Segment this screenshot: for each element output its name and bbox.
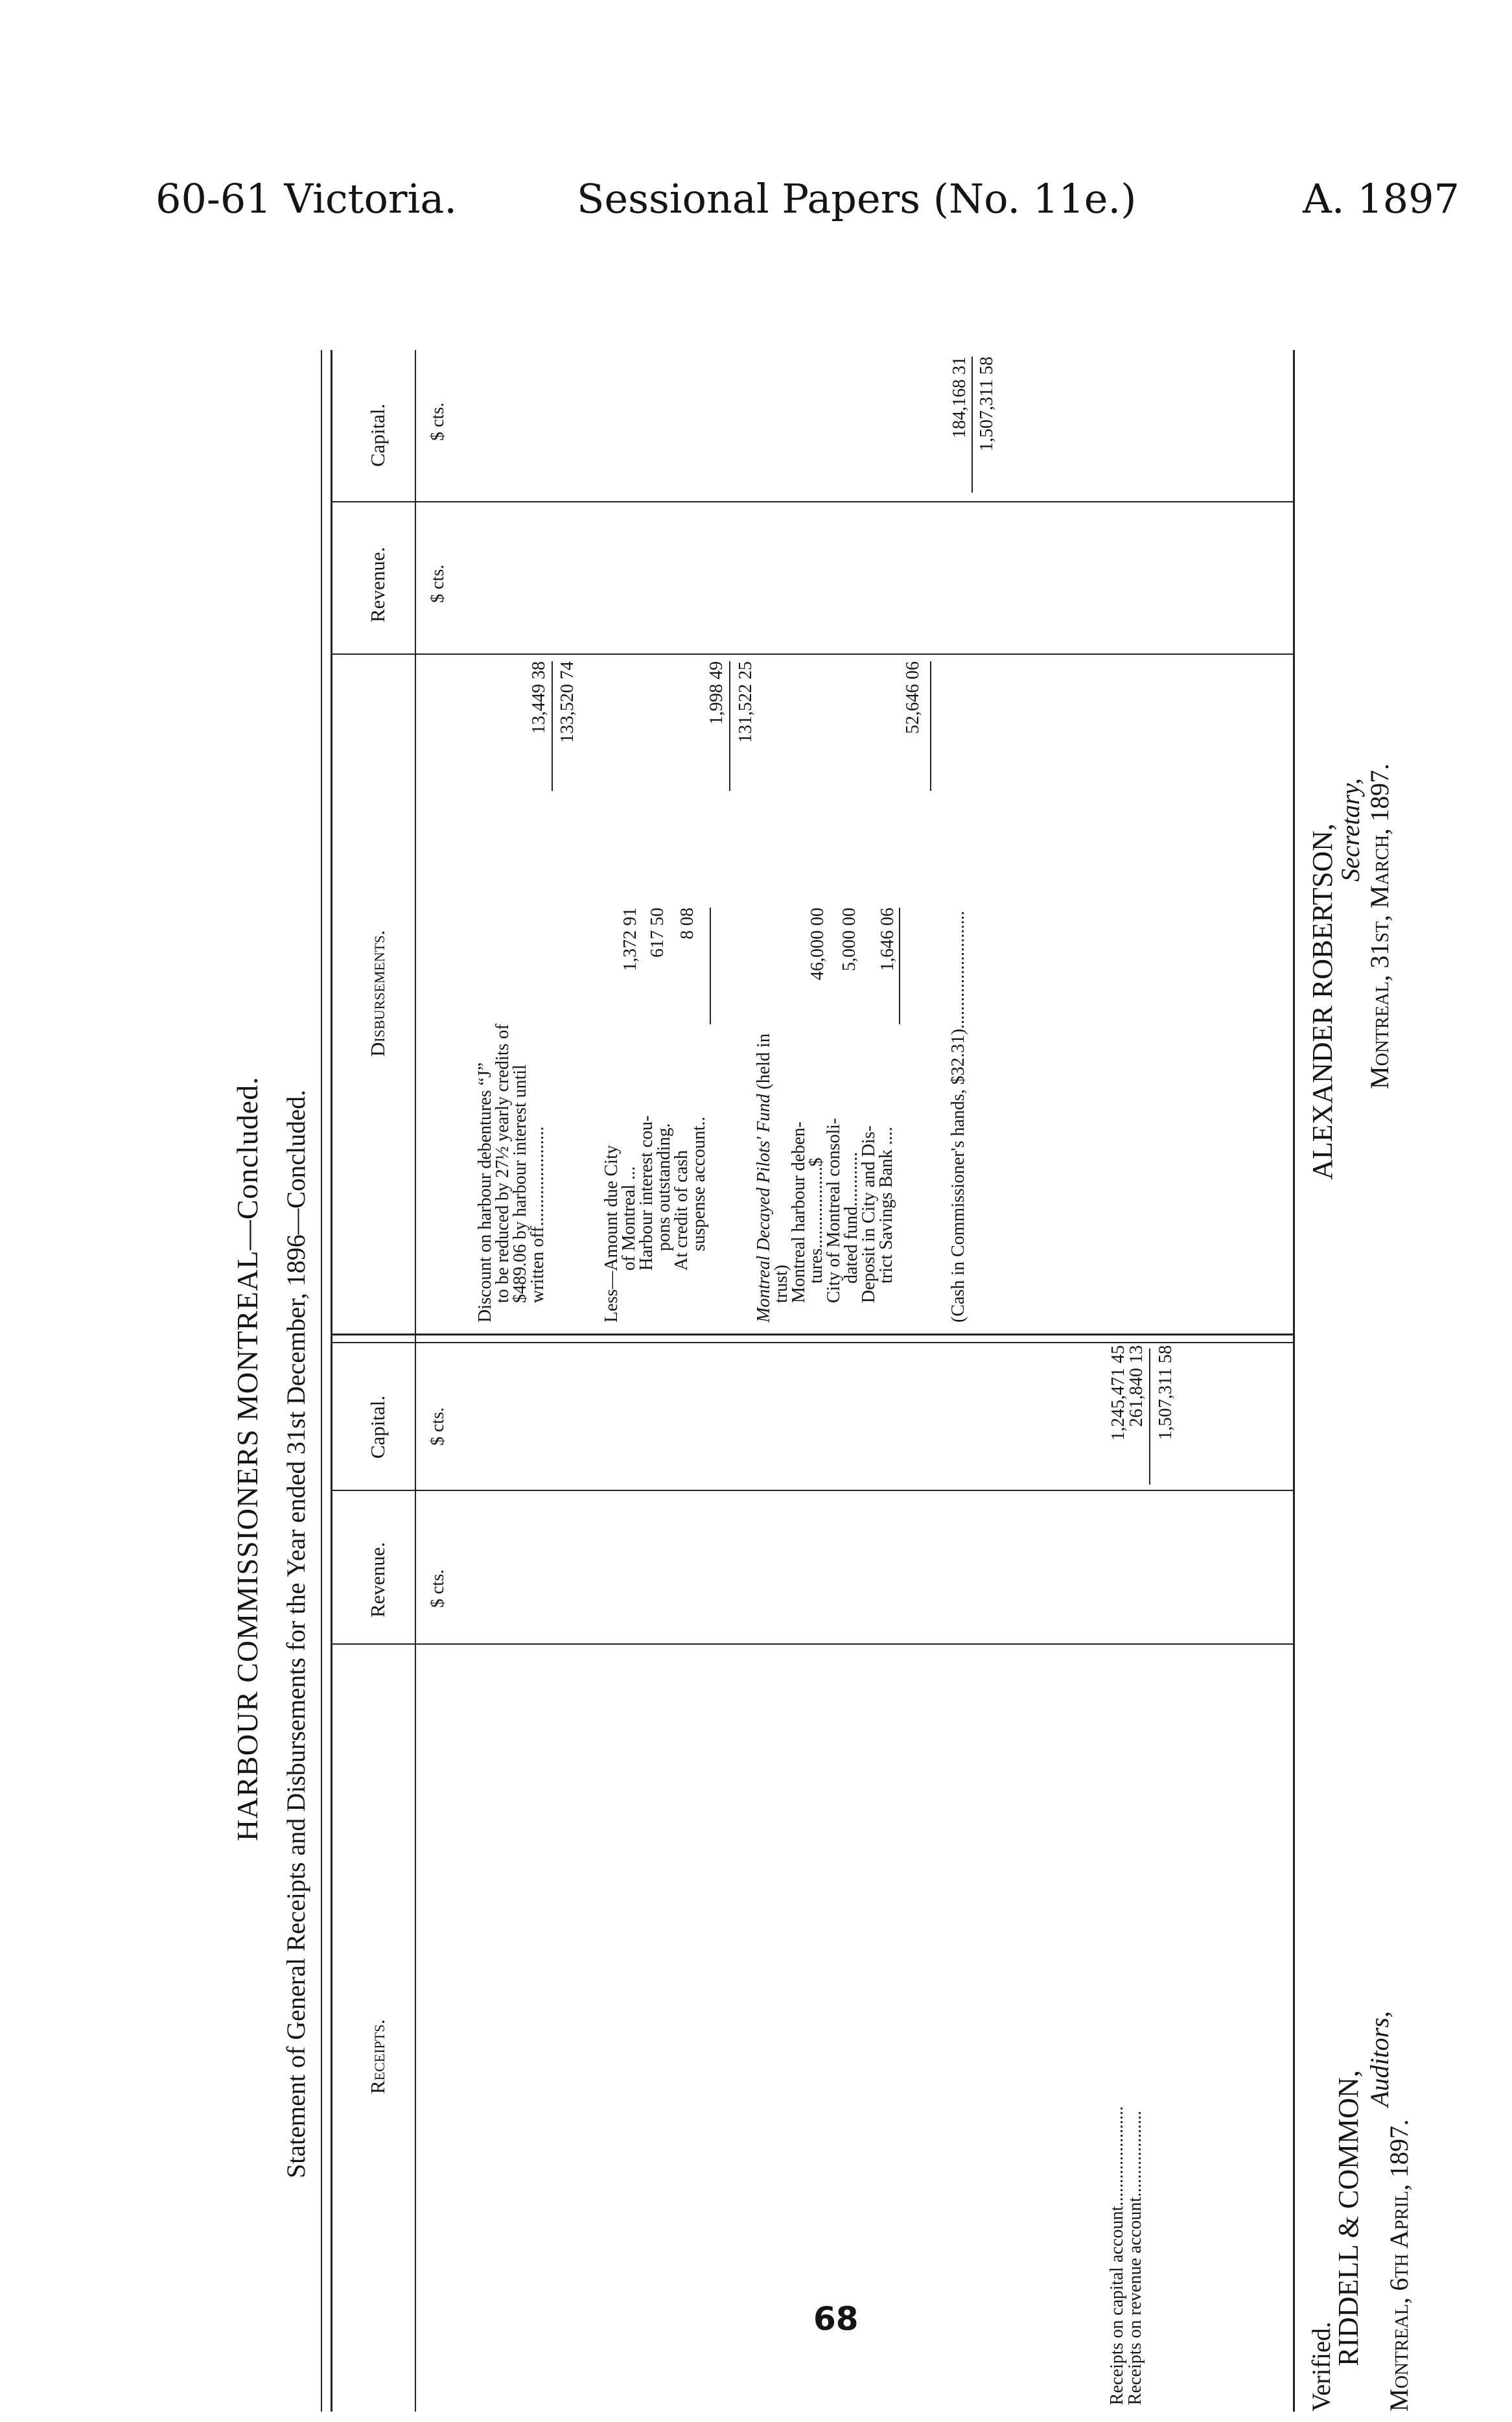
receipts-capital-divider	[331, 1490, 1293, 1491]
receipts-capital-header: Capital.	[366, 1395, 389, 1459]
secretary-title: Secretary,	[1336, 778, 1365, 882]
header-volume: 60-61 Victoria.	[156, 175, 458, 222]
unit-label-receipts-revenue: $ cts.	[428, 1569, 448, 1608]
pilots-item-3-amount: 1,646 06	[878, 908, 898, 971]
less-total-rule	[710, 908, 711, 1024]
discount-line-3: $489.06 by harbour interest until	[510, 1064, 530, 1303]
discount-amount: 13,449 38	[529, 661, 549, 734]
receipt-label: Receipts on capital account	[1107, 2205, 1127, 2405]
pilots-item-2-amount: 5,000 00	[839, 908, 859, 971]
disb-capital-divider	[331, 501, 1293, 502]
document-subtitle: Statement of General Receipts and Disbursements for the Year ended 31st December, 1896—Concluded.	[281, 1089, 310, 2178]
statement-sheet	[204, 350, 1423, 2412]
header-sessional-papers: Sessional Papers (No. 11e.)	[577, 175, 1137, 222]
header-rule	[415, 350, 416, 2412]
disb-revenue-header: Revenue.	[366, 547, 389, 622]
receipt-leader-dots: ......................	[1107, 2106, 1127, 2206]
pilots-fund-suffix: (held in	[754, 1033, 774, 1090]
discount-line-1: Discount on harbour debentures “J”	[475, 1062, 495, 1323]
disb-capital-total: 1,507,311 58	[977, 357, 997, 451]
disb-capital-amount: 184,168 31	[949, 357, 970, 438]
pilots-fund-rule	[930, 661, 931, 791]
less-total: 1,998 49	[706, 661, 727, 725]
secretary-place-date: Montreal, 31st, March, 1897.	[1365, 763, 1394, 1089]
unit-label-disb-capital: $ cts.	[428, 402, 448, 441]
receipts-revenue-divider	[331, 1643, 1293, 1645]
subtotal-2-rule	[729, 661, 730, 791]
receipt-label: Receipts on revenue account	[1125, 2196, 1145, 2405]
auditors-name: RIDDELL & COMMON,	[1332, 2070, 1364, 2366]
pilots-fund-total: 52,646 06	[903, 661, 923, 734]
cash-in-hands-line: (Cash in Commissioner's hands, $32.31)..........................	[948, 910, 968, 1323]
less-item-1-amount: 1,372 91	[620, 908, 640, 971]
secretary-name: ALEXANDER ROBERTSON,	[1307, 823, 1338, 1180]
pilots-fund-suffix-2: trust)	[771, 1264, 791, 1303]
table-bottom-rule	[1293, 350, 1295, 2412]
less-item-1-line-2: of Montreal ...	[619, 1166, 639, 1271]
pilots-item-1-line-1: Montreal harbour deben-	[789, 1122, 809, 1303]
subtotal-1: 133,520 74	[557, 661, 577, 743]
receipts-revenue-amount: 261,840 13	[1126, 1345, 1146, 1427]
disbursements-header: Disbursements.	[366, 930, 389, 1057]
page-number: 68	[813, 2300, 859, 2338]
less-item-1-line-1: Less—Amount due City	[601, 1145, 622, 1323]
unit-label-disb-revenue: $ cts.	[428, 564, 448, 603]
discount-line-2: to be reduced by 27½ yearly credits of	[493, 1024, 513, 1303]
table-top-rule-thin	[321, 350, 322, 2412]
less-item-2-line-2: pons outstanding.	[654, 1123, 674, 1251]
receipts-total-rule	[1149, 1348, 1150, 1485]
auditors-title: Auditors,	[1365, 2011, 1394, 2107]
receipts-row-capital	[1108, 2106, 1126, 2405]
subtotal-1-rule	[552, 661, 553, 791]
pilots-total-rule	[899, 908, 900, 1024]
header-year: A. 1897	[1303, 175, 1460, 222]
receipt-leader-dots: ...................	[1125, 2110, 1145, 2197]
receipts-row-revenue	[1126, 2111, 1144, 2405]
receipts-revenue-header: Revenue.	[366, 1542, 389, 1617]
discount-line-4: written off......................	[528, 1126, 548, 1303]
pilots-item-1-line-2: tures..................$	[806, 1157, 826, 1284]
receipts-header: Receipts.	[366, 2019, 389, 2094]
less-item-2-amount: 617 50	[647, 908, 668, 958]
document-title: HARBOUR COMMISSIONERS MONTREAL—Concluded.	[231, 1076, 264, 1841]
subtotal-2: 131,522 25	[736, 661, 756, 743]
pilots-item-3-line-1: Deposit in City and Dis-	[859, 1125, 879, 1303]
less-item-3-line-1: At credit of cash	[671, 1150, 692, 1271]
pilots-item-2-line-1: City of Montreal consoli-	[824, 1118, 844, 1303]
table-top-rule	[331, 350, 332, 2412]
auditors-place-date: Montreal, 6th April, 1897.	[1384, 2119, 1413, 2412]
pilots-item-2-line-2: dated fund............	[841, 1152, 861, 1284]
pilots-item-1-amount: 46,000 00	[808, 908, 828, 980]
pilots-fund-title: Montreal Decayed Pilots' Fund	[754, 1094, 774, 1323]
receipts-total: 1,507,311 58	[1156, 1345, 1176, 1440]
receipts-capital-amount: 1,245,471 45	[1108, 1345, 1128, 1440]
center-divider-thin	[331, 1342, 1293, 1343]
disb-capital-header: Capital.	[366, 403, 389, 467]
disb-capital-total-rule	[971, 357, 973, 493]
less-item-2-line-1: Harbour interest cou-	[636, 1115, 657, 1271]
verified-label: Verified.	[1307, 2322, 1336, 2412]
less-item-3-amount: 8 08	[677, 908, 697, 939]
unit-label-receipts-capital: $ cts.	[428, 1407, 448, 1446]
pilots-item-3-line-2: trict Savings Bank ....	[876, 1127, 896, 1284]
less-item-3-line-2: suspense account..	[689, 1116, 709, 1251]
disb-revenue-divider	[331, 653, 1293, 655]
pilots-fund-heading	[755, 1033, 773, 1323]
center-divider	[331, 1334, 1293, 1335]
